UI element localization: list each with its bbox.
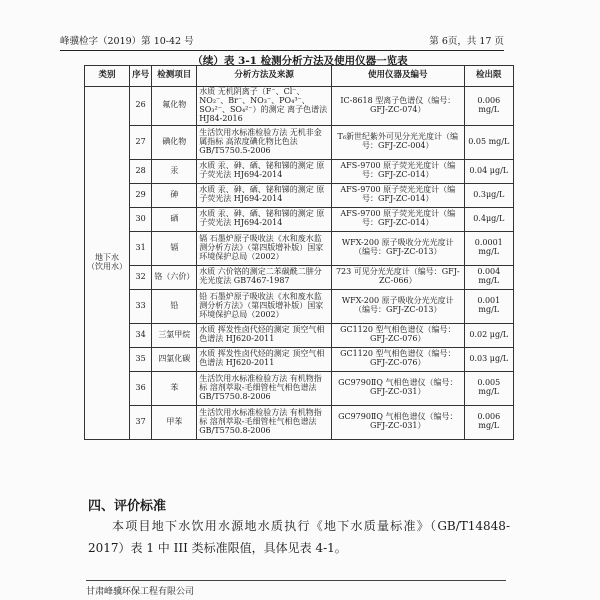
- test-item-cell: 氟化物: [152, 87, 197, 126]
- test-item-cell: 砷: [152, 183, 197, 207]
- test-item-cell: 碘化物: [152, 125, 197, 159]
- test-item-cell: 汞: [152, 159, 197, 183]
- page-number: 第 6页，共 17 页: [429, 36, 504, 47]
- table-row: [85, 405, 514, 439]
- instrument-cell: AFS-9700 原子荧光光度计（编号：GFJ-ZC-014）: [332, 159, 465, 183]
- method-cell: 铅 石墨炉原子吸收法《水和废水监测分析方法》（第四版增补版）国家环境保护总局（2002）: [197, 289, 332, 323]
- test-item-cell: 甲苯: [152, 405, 197, 439]
- detection-limit-cell: 0.4μg/L: [464, 207, 513, 231]
- table-title: （续）表 3-1 检测分析方法及使用仪器一览表: [192, 55, 408, 67]
- column-header: 序号: [129, 66, 151, 87]
- methods-table: [84, 65, 514, 440]
- row-number-cell: 31: [129, 231, 151, 265]
- instrument-cell: 723 可见分光光度计（编号：GFJ-ZC-066）: [332, 265, 465, 289]
- test-item-cell: 苯: [152, 371, 197, 405]
- table-row: [85, 207, 514, 231]
- row-number-cell: 36: [129, 371, 151, 405]
- method-cell: 生活饮用水标准检验方法 有机物指标 溶剂萃取-毛细管柱气相色谱法 GB/T5750.8-2006: [197, 405, 332, 439]
- test-item-cell: 铬（六价）: [152, 265, 197, 289]
- table-row: [85, 183, 514, 207]
- instrument-cell: GC1120 型气相色谱仪（编号：GFJ-ZC-076）: [332, 323, 465, 347]
- instrument-cell: IC-8618 型离子色谱仪（编号：GFJ-ZC-074）: [332, 87, 465, 126]
- instrument-cell: WFX-200 原子吸收分光光度计（编号：GFJ-ZC-013）: [332, 289, 465, 323]
- test-item-cell: 三氯甲烷: [152, 323, 197, 347]
- column-header: 类别: [85, 66, 130, 87]
- table-row: [85, 265, 514, 289]
- test-item-cell: 四氯化碳: [152, 347, 197, 371]
- detection-limit-cell: 0.3μg/L: [464, 183, 513, 207]
- document-number: 峰骥检字（2019）第 10-42 号: [60, 36, 194, 47]
- detection-limit-cell: 0.05 mg/L: [464, 125, 513, 159]
- row-number-cell: 26: [129, 87, 151, 126]
- row-number-cell: 35: [129, 347, 151, 371]
- table-row: [85, 323, 514, 347]
- instrument-cell: GC1120 型气相色谱仪（编号：GFJ-ZC-076）: [332, 347, 465, 371]
- table-row: [85, 87, 514, 126]
- column-header: 使用仪器及编号: [332, 66, 465, 87]
- row-number-cell: 27: [129, 125, 151, 159]
- row-number-cell: 34: [129, 323, 151, 347]
- test-item-cell: 镉: [152, 231, 197, 265]
- table-row: [85, 371, 514, 405]
- detection-limit-cell: 0.04 μg/L: [464, 159, 513, 183]
- category-cell: 地下水（饮用水）: [85, 87, 130, 440]
- detection-limit-cell: 0.006 mg/L: [464, 405, 513, 439]
- row-number-cell: 37: [129, 405, 151, 439]
- body-paragraph: 本项目地下水饮用水源地水质执行《地下水质量标准》（GB/T14848-2017）表 1 中 III 类标准限值，具体见表 4-1。: [88, 519, 510, 555]
- table-row: [85, 289, 514, 323]
- row-number-cell: 33: [129, 289, 151, 323]
- test-item-cell: 硒: [152, 207, 197, 231]
- detection-limit-cell: 0.02 μg/L: [464, 323, 513, 347]
- test-item-cell: 铅: [152, 289, 197, 323]
- section-heading: 四、评价标准: [88, 499, 167, 514]
- instrument-cell: T₆新世纪紫外可见分光光度计（编号：GFJ-ZC-004）: [332, 125, 465, 159]
- detection-limit-cell: 0.0001 mg/L: [464, 231, 513, 265]
- detection-limit-cell: 0.006 mg/L: [464, 87, 513, 126]
- method-cell: 水质 汞、砷、硒、铋和锑的测定 原子荧光法 HJ694-2014: [197, 159, 332, 183]
- method-cell: 水质 无机阴离子（F⁻、Cl⁻、NO₂⁻、Br⁻、NO₃⁻、PO₄³⁻、SO₃²⁻、SO₄²⁻）的测定 离子色谱法 HJ84-2016: [197, 87, 332, 126]
- table-header-row: [85, 66, 514, 87]
- column-header: 检测项目: [152, 66, 197, 87]
- table-body: [85, 87, 514, 440]
- method-cell: 水质 挥发性卤代烃的测定 顶空气相色谱法 HJ620-2011: [197, 347, 332, 371]
- instrument-cell: GC9790ⅡQ 气相色谱仪（编号：GFJ-ZC-031）: [332, 371, 465, 405]
- row-number-cell: 28: [129, 159, 151, 183]
- table-row: [85, 231, 514, 265]
- detection-limit-cell: 0.004 mg/L: [464, 265, 513, 289]
- method-cell: 水质 挥发性卤代烃的测定 顶空气相色谱法 HJ620-2011: [197, 323, 332, 347]
- instrument-cell: AFS-9700 原子荧光光度计（编号：GFJ-ZC-014）: [332, 183, 465, 207]
- detection-limit-cell: 0.001 mg/L: [464, 289, 513, 323]
- page-header: [60, 33, 504, 51]
- instrument-cell: AFS-9700 原子荧光光度计（编号：GFJ-ZC-014）: [332, 207, 465, 231]
- method-cell: 水质 六价铬的测定二苯碳酰二肼分光光度法 GB7467-1987: [197, 265, 332, 289]
- table-row: [85, 347, 514, 371]
- method-cell: 水质 汞、砷、硒、铋和锑的测定 原子荧光法 HJ694-2014: [197, 207, 332, 231]
- column-header: 分析方法及来源: [197, 66, 332, 87]
- page-footer: 甘肃峰骥环保工程有限公司: [86, 580, 506, 597]
- method-cell: 生活饮用水标准检验方法 有机物指标 溶剂萃取-毛细管柱气相色谱法 GB/T5750.8-2006: [197, 371, 332, 405]
- column-header: 检出限: [464, 66, 513, 87]
- instrument-cell: GC9790ⅡQ 气相色谱仪（编号：GFJ-ZC-031）: [332, 405, 465, 439]
- row-number-cell: 29: [129, 183, 151, 207]
- detection-limit-cell: 0.005 mg/L: [464, 371, 513, 405]
- method-cell: 水质 汞、砷、硒、铋和锑的测定 原子荧光法 HJ694-2014: [197, 183, 332, 207]
- row-number-cell: 30: [129, 207, 151, 231]
- table-row: [85, 159, 514, 183]
- instrument-cell: WFX-200 原子吸收分光光度计（编号：GFJ-ZC-013）: [332, 231, 465, 265]
- detection-limit-cell: 0.03 μg/L: [464, 347, 513, 371]
- table-row: [85, 125, 514, 159]
- method-cell: 生活饮用水标准检验方法 无机非金属指标 高浓度碘化物比色法 GB/T5750.5-2006: [197, 125, 332, 159]
- row-number-cell: 32: [129, 265, 151, 289]
- method-cell: 镉 石墨炉原子吸收法《水和废水监测分析方法》（第四版增补版）国家环境保护总局（2002）: [197, 231, 332, 265]
